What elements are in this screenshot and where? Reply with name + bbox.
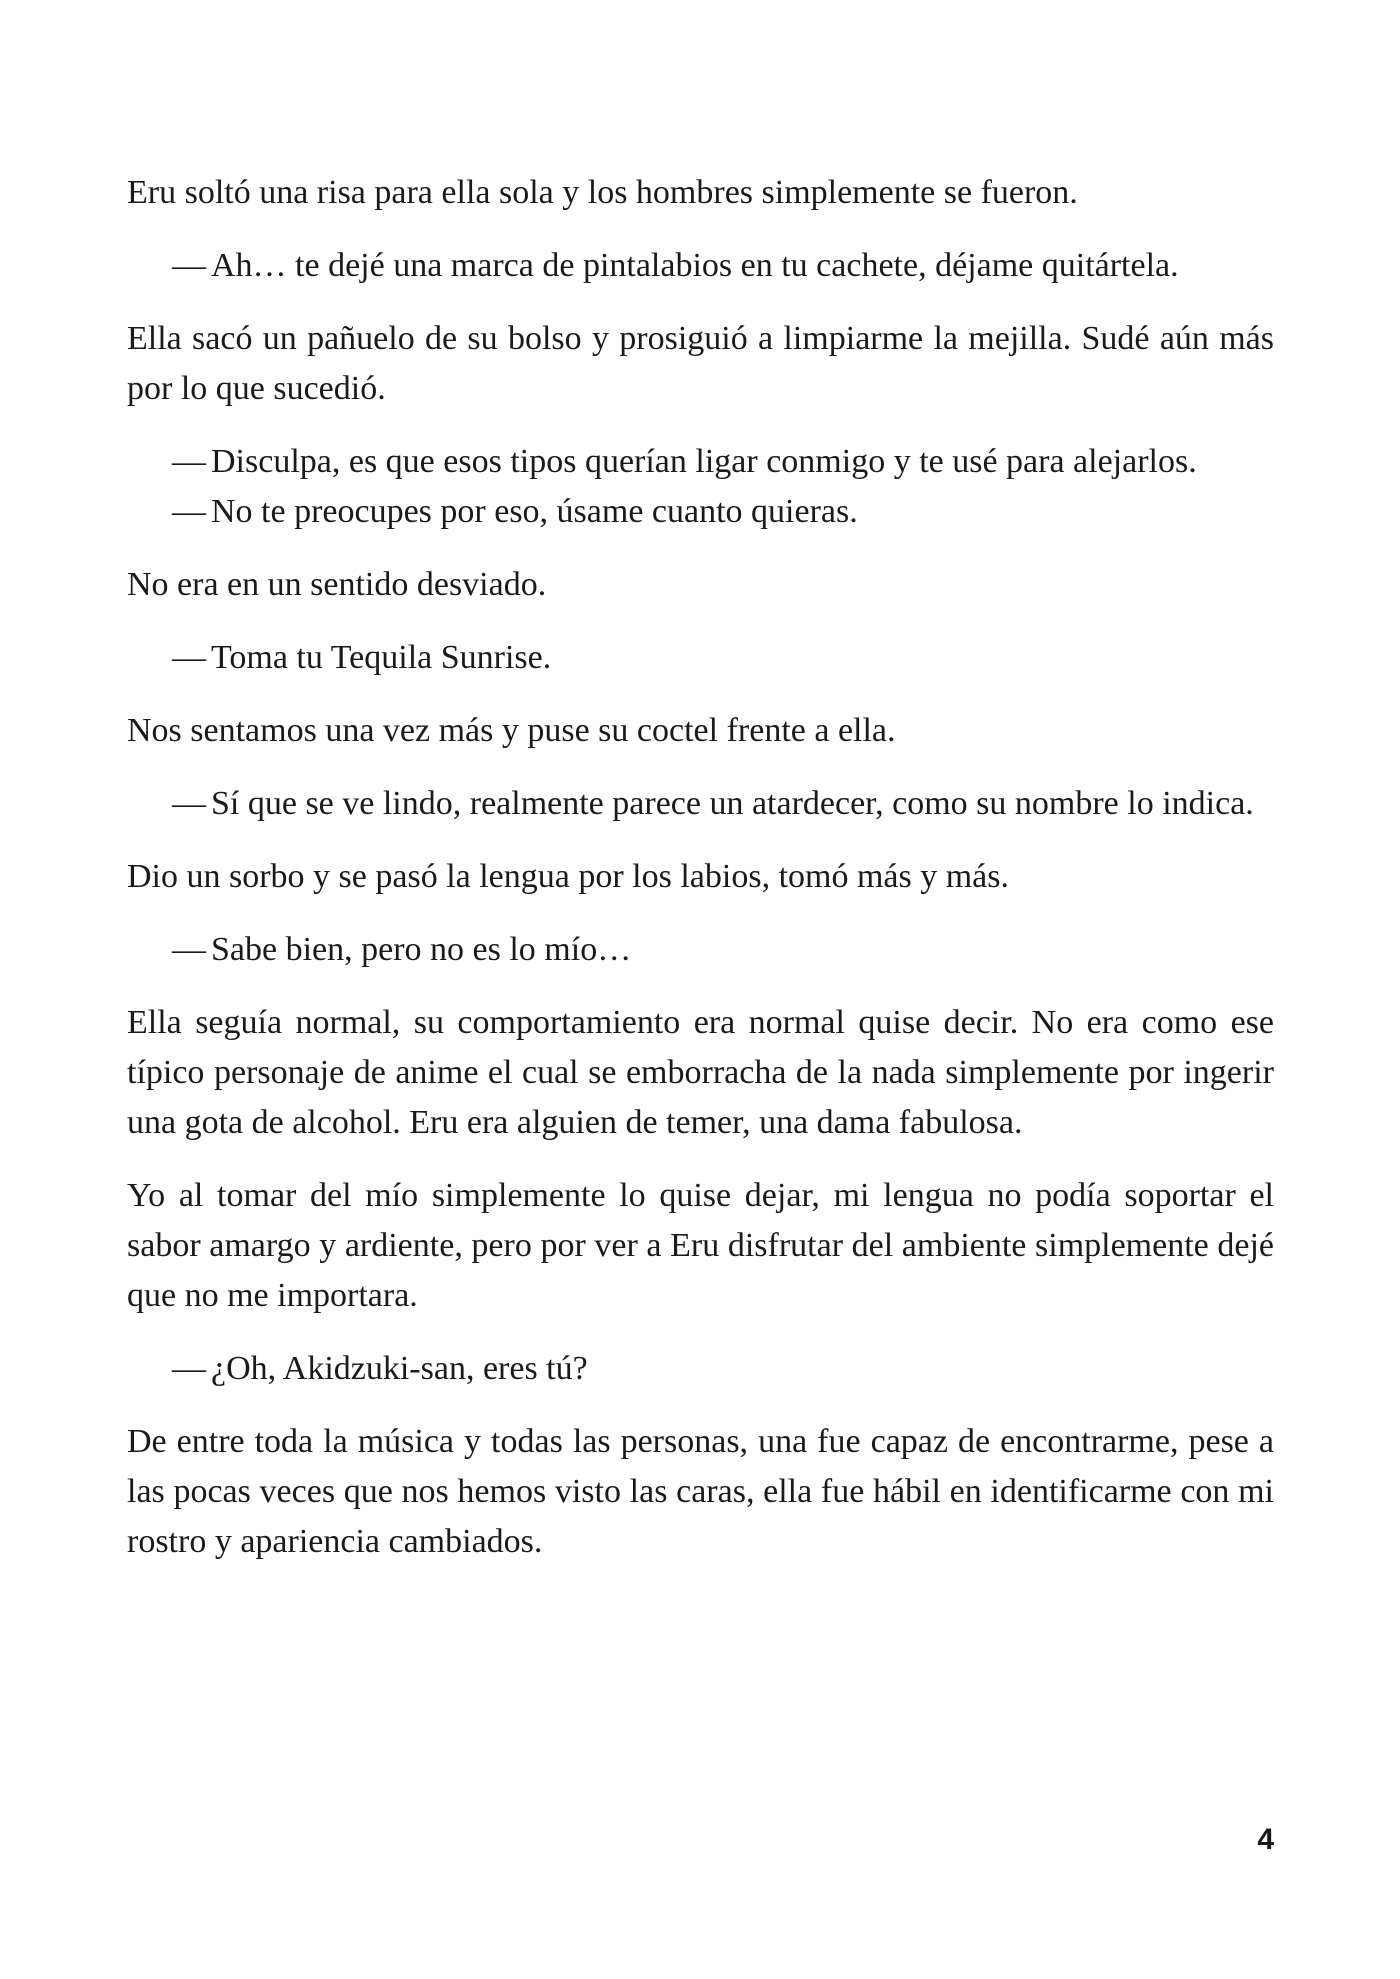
dialogue-line: [127, 487, 1274, 537]
dialogue-text: Toma tu Tequila Sunrise.: [211, 639, 552, 676]
em-dash: —: [172, 785, 206, 822]
dialogue-group: [127, 779, 1274, 829]
paragraph: De entre toda la música y todas las personas, una fue capaz de encontrarme, pese a las pocas veces que nos hemos visto las caras, ella fue hábil en identificarme con mi rostro y apariencia cambiados.: [127, 1423, 1274, 1560]
page-number: 4: [1257, 1823, 1274, 1856]
em-dash: —: [172, 493, 206, 530]
dialogue-line: [127, 437, 1274, 487]
dialogue-group: [127, 1344, 1274, 1394]
paragraph: Ella sacó un pañuelo de su bolso y prosiguió a limpiarme la mejilla. Sudé aún más por lo que sucedió.: [127, 320, 1274, 407]
page-body: [127, 168, 1274, 1590]
dialogue-group: [127, 925, 1274, 975]
em-dash: —: [172, 931, 206, 968]
paragraph: Eru soltó una risa para ella sola y los hombres simplemente se fueron.: [127, 174, 1078, 211]
paragraph: Nos sentamos una vez más y puse su coctel frente a ella.: [127, 712, 896, 749]
dialogue-group: [127, 437, 1274, 537]
paragraph: Yo al tomar del mío simplemente lo quise dejar, mi lengua no podía soportar el sabor amargo y ardiente, pero por ver a Eru disfrutar del ambiente simplemente dejé que no me importara.: [127, 1177, 1274, 1314]
em-dash: —: [172, 247, 206, 284]
dialogue-text: Ah… te dejé una marca de pintalabios en tu cachete, déjame quitártela.: [211, 247, 1179, 284]
em-dash: —: [172, 639, 206, 676]
dialogue-line: [127, 779, 1274, 829]
paragraph: Ella seguía normal, su comportamiento era normal quise decir. No era como ese típico personaje de anime el cual se emborracha de la nada simplemente por ingerir una gota de alcohol. Eru era alguien de temer, una dama fabulosa.: [127, 1004, 1274, 1141]
dialogue-line: [127, 633, 1274, 683]
dialogue-line: [127, 925, 1274, 975]
dialogue-group: [127, 633, 1274, 683]
dialogue-text: Disculpa, es que esos tipos querían ligar conmigo y te usé para alejarlos.: [211, 443, 1197, 480]
dialogue-text: ¿Oh, Akidzuki-san, eres tú?: [211, 1350, 588, 1387]
dialogue-text: Sabe bien, pero no es lo mío…: [211, 931, 632, 968]
dialogue-text: Sí que se ve lindo, realmente parece un atardecer, como su nombre lo indica.: [211, 785, 1254, 822]
em-dash: —: [172, 1350, 206, 1387]
dialogue-group: [127, 241, 1274, 291]
dialogue-line: [127, 1344, 1274, 1394]
paragraph: No era en un sentido desviado.: [127, 566, 547, 603]
paragraph: Dio un sorbo y se pasó la lengua por los labios, tomó más y más.: [127, 858, 1010, 895]
dialogue-line: [127, 241, 1274, 291]
dialogue-text: No te preocupes por eso, úsame cuanto quieras.: [211, 493, 858, 530]
em-dash: —: [172, 443, 206, 480]
